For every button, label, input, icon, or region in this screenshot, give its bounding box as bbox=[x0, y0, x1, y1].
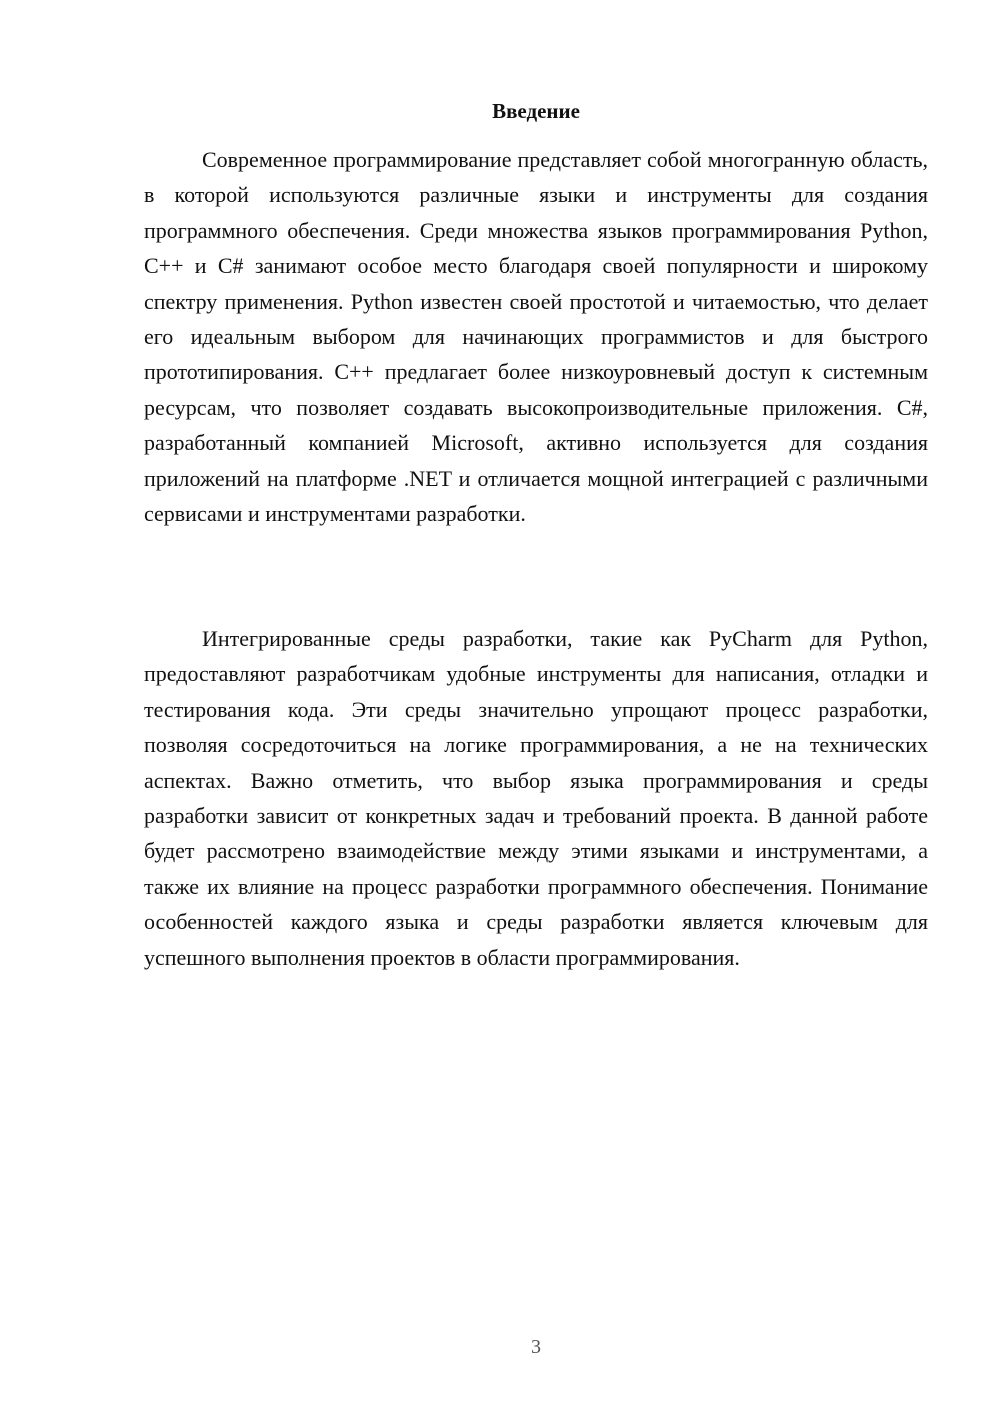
body-paragraph-2: Интегрированные среды разработки, такие как PyCharm для Python, предоставляют разработчикам удобные инструменты для написания, отладки и тестирования кода. Эти среды значительно упрощают процесс разработки, позволяя сосредоточиться на логике программирования, а не на технических аспектах. Важно отметить, что выбор языка программирования и среды разработки зависит от конкретных задач и требований проекта. В данной работе будет рассмотрено взаимодействие между этими языками и инструментами, а также их влияние на процесс разработки программного обеспечения. Понимание особенностей каждого языка и среды разработки является ключевым для успешного выполнения проектов в области программирования. bbox=[144, 626, 928, 970]
body-paragraph-1: Современное программирование представляет собой многогранную область, в которой используются различные языки и инструменты для создания программного обеспечения. Среди множества языков программирования Python, C++ и C# занимают особое место благодаря своей популярности и широкому спектру применения. Python известен своей простотой и читаемостью, что делает его идеальным выбором для начинающих программистов и для быстрого прототипирования. C++ предлагает более низкоуровневый доступ к системным ресурсам, что позволяет создавать высокопроизводительные приложения. C#, разработанный компанией Microsoft, активно используется для создания приложений на платформе .NET и отличается мощной интеграцией с различными сервисами и инструментами разработки. bbox=[144, 147, 928, 527]
page-number: 3 bbox=[531, 1336, 541, 1358]
section-title: Введение bbox=[492, 99, 580, 123]
